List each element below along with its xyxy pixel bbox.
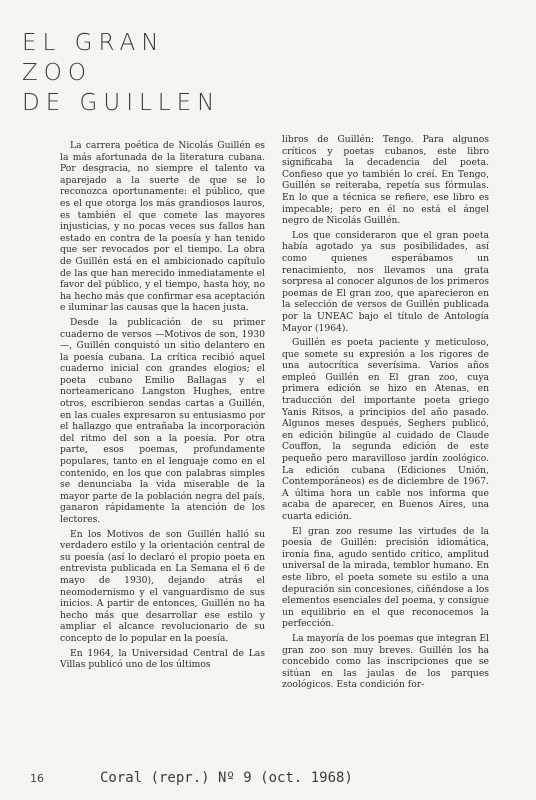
left-column (60, 140, 265, 674)
article-title (22, 28, 220, 118)
title-line-1: EL GRAN (22, 30, 165, 56)
paragraph: En los Motivos de son Guillén halló su verdadero estilo y la orientación central de su poesía (así lo declaró el propio poeta en entrevista publicada en La Semana el 6 de mayo de 1930), dejando atrás el neomodernismo y el vanguardismo de sus inicios. A partir de entonces, Guillén no ha hecho más que desarrollar ese estilo y ampliar el alcance revolucionario de su concepto de lo popular en la poesía. (60, 528, 265, 644)
paragraph: La mayoría de los poemas que integran El gran zoo son muy breves. Guillén los ha concebido como las inscripciones que se sitúan en las jaulas de los parques zoológicos. Esta condición for- (282, 632, 489, 691)
paragraph: Guillén es poeta paciente y meticuloso, que somete su expresión a los rigores de una autocrítica severísima. Varios años empleó Guillén en El gran zoo, cuya primera edición se hizo en Atenas, en traducción del importante poeta griego Yanis Ritsos, a principios del año pasado. Algunos meses después, Seghers publicó, en edición bilingüe al cuidado de Claude Couffon, la segunda edición de este pequeño pero maravilloso jardín zoológico. La edición cubana (Ediciones Unión, Contemporáneos) es de diciembre de 1967. A última hora un cable nos informa que acaba de aparecer, en Buenos Aires, una cuarta edición. (282, 337, 489, 522)
paragraph: El gran zoo resume las virtudes de la poesía de Guillén: precisión idiomática, ironía fina, agudo sentido crítico, amplitud universal de la mirada, temblor humano. En este libro, el poeta somete su estilo a una depuración sin concesiones, ciñéndose a los elementos esenciales del poema, y consigue un equilibrio en el que reconocemos la perfección. (282, 525, 489, 630)
paragraph: En 1964, la Universidad Central de Las Villas publicó uno de los últimos (60, 647, 265, 671)
title-line-2: ZOO (22, 60, 92, 86)
handwritten-note (98, 760, 398, 794)
handwritten-note-text: Coral (repr.) Nº 9 (oct. 1968) (100, 770, 353, 786)
right-column (282, 134, 489, 694)
paragraph: libros de Guillén: Tengo. Para algunos críticos y poetas cubanos, este libro significaba la decadencia del poeta. Confieso que yo también lo creí. En Tengo, Guillén se reiteraba, repetía sus fórmulas. En lo que a técnica se refiere, ese libro es impecable; pero en él no está el ángel negro de Nicolás Guillén. (282, 134, 489, 227)
page-number: 16 (30, 772, 44, 785)
paragraph: Desde la publicación de su primer cuaderno de versos —Motivos de son, 1930—, Guillén conquistó un sitio delantero en la poesía cubana. La crítica recibió aquel cuaderno inicial con grandes elogios; el poeta cubano Emilio Ballagas y el norteamericano Langston Hughes, entre otros, escribieron sendas cartas a Guillén, en las cuales expresaron su entusiasmo por el hallazgo que entrañaba la incorporación del ritmo del son a la poesía. Por otra parte, esos poemas, profundamente populares, tanto en el lenguaje como en el contenido, en los que con palabras simples se denunciaba la vida miserable de la mayor parte de la población negra del país, ganaron rápidamente la atención de los lectores. (60, 316, 265, 525)
title-line-3: DE GUILLEN (22, 90, 221, 116)
paragraph: La carrera poética de Nicolás Guillén es la más afortunada de la literatura cubana. Por desgracia, no siempre el talento va aparejado a la suerte de que se lo reconozca oportunamente: el público, que es el que otorga los más grandiosos lauros, es también el que comete las mayores injusticias, y no pocas veces sus fallos han estado en contra de la poesía y han tenido que ser revocados por el tiempo. La obra de Guillén está en el ambicionado capítulo de las que han merecido inmediatamente el favor del público, y el tiempo, hasta hoy, no ha hecho más que confirmar esa aceptación e iluminar las causas que la hacen justa. (60, 140, 265, 314)
paragraph: Los que consideraron que el gran poeta había agotado ya sus posibilidades, así como quienes esperábamos un renacimiento, nos llevamos una grata sorpresa al conocer algunos de los primeros poemas de El gran zoo, que aparecieron en la selección de versos de Guillén publicada por la UNEAC bajo el título de Antología Mayor (1964). (282, 229, 489, 334)
